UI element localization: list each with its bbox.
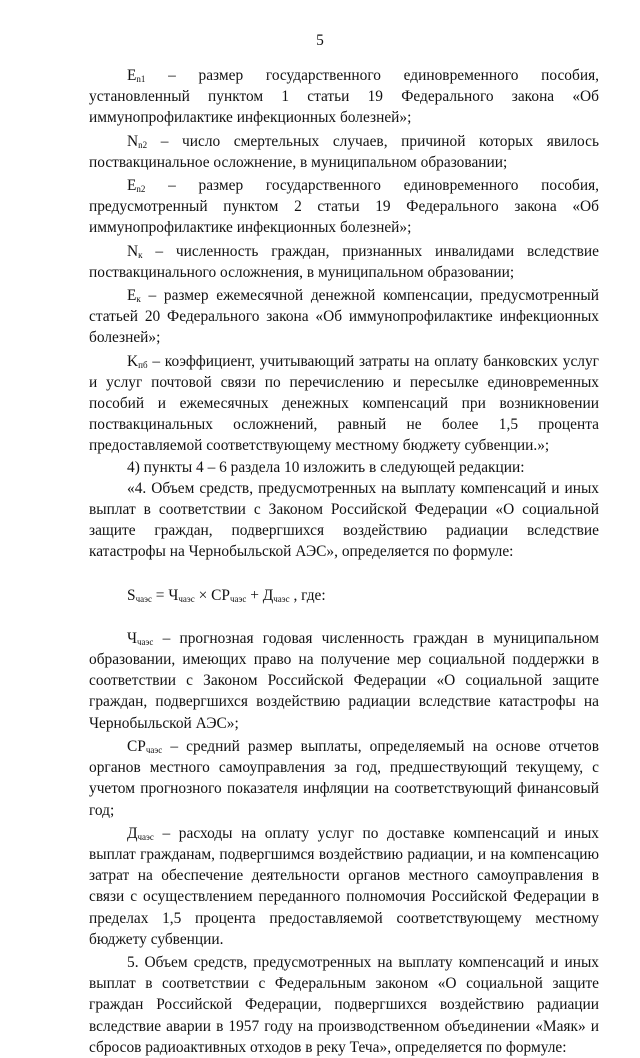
formula-lhs: S xyxy=(127,586,136,604)
symbol-subscript: чаэс xyxy=(137,636,154,647)
definition-ch-chaes xyxy=(89,628,599,734)
formula-subscript: чаэс xyxy=(229,593,247,604)
symbol: СР xyxy=(127,737,146,755)
item-4-intro: 4) пункты 4 – 6 раздела 10 изложить в следующей редакции: xyxy=(127,458,525,476)
definition-n-k xyxy=(89,241,599,283)
definition-text: – коэффициент, учитывающий затраты на оплату банковских услуг и услуг почтовой связи по перечислению и пересылке единовременных пособий и ежемесячных денежных компенсаций при возникновении поствакцинальных осложнений, равный не более 1,5 процента предоставляемой соответствующему местному бюджету субвенции.»; xyxy=(89,352,599,455)
definition-text: – средний размер выплаты, определяемый на основе отчетов органов местного самоуправления за год, предшествующий текущему, с учетом прогнозного показателя инфляции на соответствующий финансовый год; xyxy=(89,737,599,819)
document-body xyxy=(89,65,599,1058)
point-4-text: «4. Объем средств, предусмотренных на выплату компенсаций и иных выплат в соответствии с Законом Российской Федерации «О социальной защите граждан, подвергшихся воздействию радиации вследствие катастрофы на Чернобыльской АЭС», определяется по формуле: xyxy=(89,479,599,561)
definition-sr-chaes xyxy=(89,736,599,821)
formula-tail: , где: xyxy=(289,586,326,604)
symbol: N xyxy=(127,242,139,260)
formula-operator: + xyxy=(246,586,263,604)
symbol-subscript: n2 xyxy=(136,184,146,195)
formula-term: СР xyxy=(211,586,230,604)
symbol: Ч xyxy=(127,629,138,647)
symbol-subscript: n1 xyxy=(136,74,146,84)
symbol: K xyxy=(127,352,139,370)
symbol-subscript: чаэс xyxy=(145,744,163,755)
definition-e-k xyxy=(89,285,599,349)
symbol: N xyxy=(127,132,139,150)
definition-text: – размер ежемесячной денежной компенсации, предусмотренный статьей 20 Федерального закона «Об иммунопрофилактике инфекционных болезней»; xyxy=(89,287,599,347)
definition-e-n1 xyxy=(89,65,599,129)
definition-d-chaes xyxy=(89,823,599,950)
symbol: E xyxy=(127,67,137,84)
definition-text: – размер государственного единовременного пособия, предусмотренный пунктом 2 статьи 19 Федерального закона «Об иммунопрофилактике инфекционных болезней»; xyxy=(89,177,599,237)
formula-subscript: чаэс xyxy=(273,593,290,604)
point-5-text: 5. Объем средств, предусмотренных на выплату компенсаций и иных выплат в соответствии с Федеральным законом «О социальной защите граждан Российской Федерации, подвергшихся воздействию радиации вследствие аварии в 1957 году на производственном объединении «Маяк» и сбросов радиоактивных отходов в реку Теча», определяется по формуле: xyxy=(89,953,599,1056)
symbol-subscript: n2 xyxy=(138,139,148,150)
formula-subscript: чаэс xyxy=(135,593,152,604)
definition-n-n2 xyxy=(89,131,599,173)
formula-term: Ч xyxy=(168,586,179,604)
formula-operator: = xyxy=(151,586,169,604)
symbol-subscript: к xyxy=(136,294,141,305)
definition-k-pb xyxy=(89,351,599,457)
formula-subscript: чаэс xyxy=(178,593,195,604)
definition-e-n2 xyxy=(89,175,599,239)
symbol-subscript: пб xyxy=(138,359,148,370)
formula-operator: × xyxy=(194,586,212,604)
symbol: E xyxy=(127,177,137,195)
symbol: E xyxy=(127,287,137,305)
formula-term: Д xyxy=(262,586,274,604)
definition-text: – прогнозная годовая численность граждан в муниципальном образовании, имеющих право на получение мер социальной поддержки в соответствии с Законом Российской Федерации «О социальной защите граждан, подвергшихся воздействию радиации вследствие катастрофы на Чернобыльской АЭС»; xyxy=(89,629,599,732)
formula-chaes xyxy=(89,585,599,606)
symbol-subscript: чаэс xyxy=(137,831,154,842)
definition-text: – размер государственного единовременного пособия, установленный пунктом 1 статьи 19 Федерального закона «Об иммунопрофилактике инфекционных болезней»; xyxy=(89,67,599,127)
definition-text: – число смертельных случаев, причиной которых явилось поствакцинальное осложнение, в муниципальном образовании; xyxy=(89,132,599,171)
symbol: Д xyxy=(127,824,138,842)
symbol-subscript: к xyxy=(138,249,143,260)
page-number: 5 xyxy=(316,32,324,49)
definition-text: – численность граждан, признанных инвалидами вследствие поствакцинального осложнения, в муниципальном образовании; xyxy=(89,242,599,281)
definition-text: – расходы на оплату услуг по доставке компенсаций и иных выплат гражданам, подвергшимся воздействию радиации, и на компенсацию затрат на обеспечение деятельности органов местного самоуправления в связи с осуществлением переданного полномочия Российской Федерации в пределах 1,5 процента предоставляемой соответствующему местному бюджету субвенции. xyxy=(89,824,599,948)
